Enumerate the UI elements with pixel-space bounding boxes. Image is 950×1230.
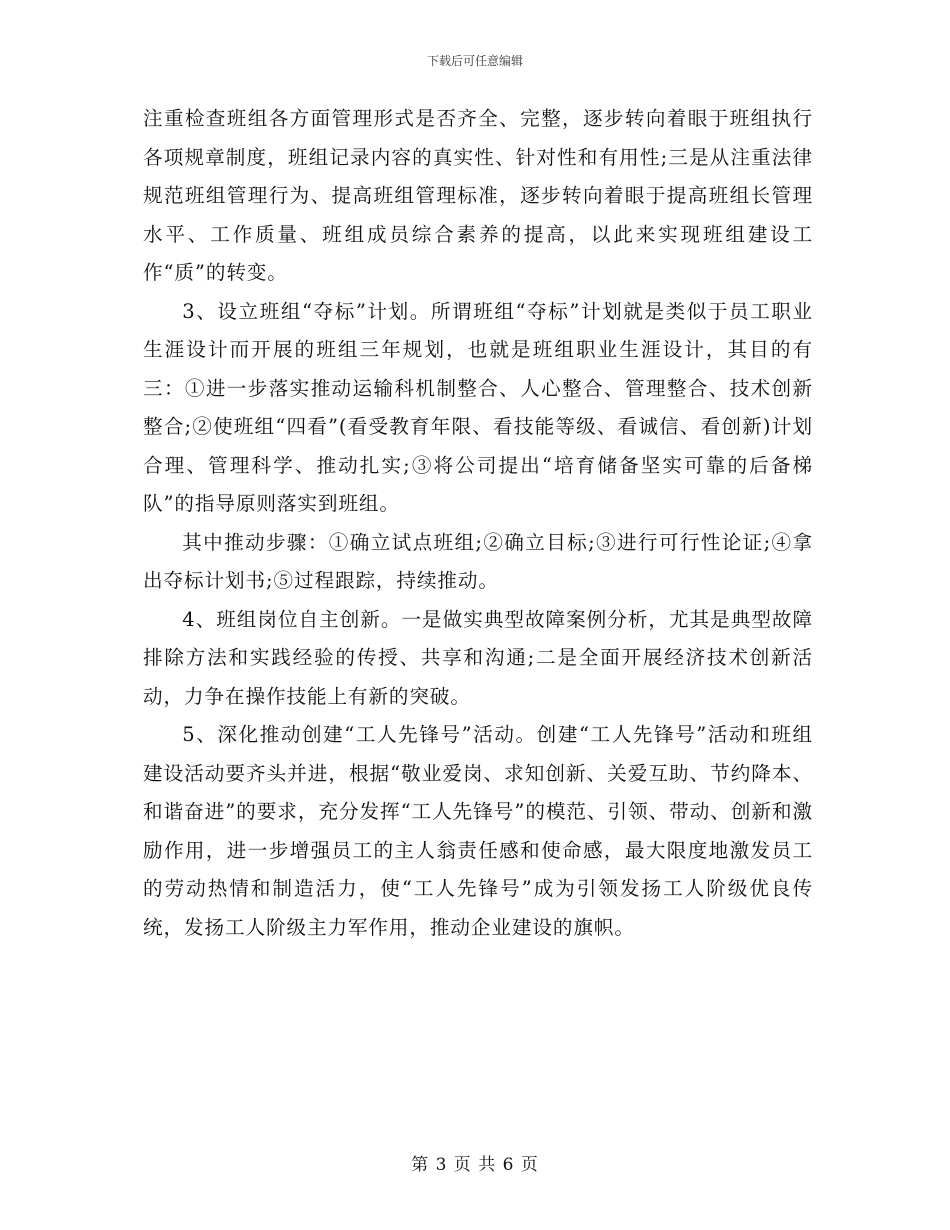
paragraph-section-5: 5、深化推动创建“工人先锋号”活动。创建“工人先锋号”活动和班组建设活动要齐头并进，根据“敬业爱岗、求知创新、关爱互助、节约降本、和谐奋进”的要求，充分发挥“工人先锋号”的模范、引领、带动、创新和激励作用，进一步增强员工的主人翁责任感和使命感，最大限度地激发员工的劳动热情和制造活力，使“工人先锋号”成为引领发扬工人阶级优良传统，发扬工人阶级主力军作用，推动企业建设的旗帜。 [143, 723, 813, 939]
page-header-note: 下载后可任意编辑 [426, 54, 523, 68]
document-body [143, 100, 813, 947]
paragraph-section-3: 3、设立班组“夺标”计划。所谓班组“夺标”计划就是类似于员工职业生涯设计而开展的班组三年规划，也就是班组职业生涯设计，其目的有三：①进一步落实推动运输科机制整合、人心整合、管理整合、技术创新整合;②使班组“四看”(看受教育年限、看技能等级、看诚信、看创新)计划合理、管理科学、推动扎实;③将公司提出“培育储备坚实可靠的后备梯队”的指导原则落实到班组。 [143, 299, 813, 515]
paragraph-section-4: 4、班组岗位自主创新。一是做实典型故障案例分析，尤其是典型故障排除方法和实践经验的传授、共享和沟通;二是全面开展经济技术创新活动，力争在操作技能上有新的突破。 [143, 607, 813, 708]
paragraph-continuation: 注重检查班组各方面管理形式是否齐全、完整，逐步转向着眼于班组执行各项规章制度，班组记录内容的真实性、针对性和有用性;三是从注重法律规范班组管理行为、提高班组管理标准，逐步转向着眼于提高班组长管理水平、工作质量、班组成员综合素养的提高，以此来实现班组建设工作“质”的转变。 [143, 107, 813, 284]
page-number-footer: 第 3 页 共 6 页 [411, 1155, 539, 1175]
paragraph-steps: 其中推动步骤：①确立试点班组;②确立目标;③进行可行性论证;④拿出夺标计划书;⑤过程跟踪，持续推动。 [143, 530, 813, 592]
